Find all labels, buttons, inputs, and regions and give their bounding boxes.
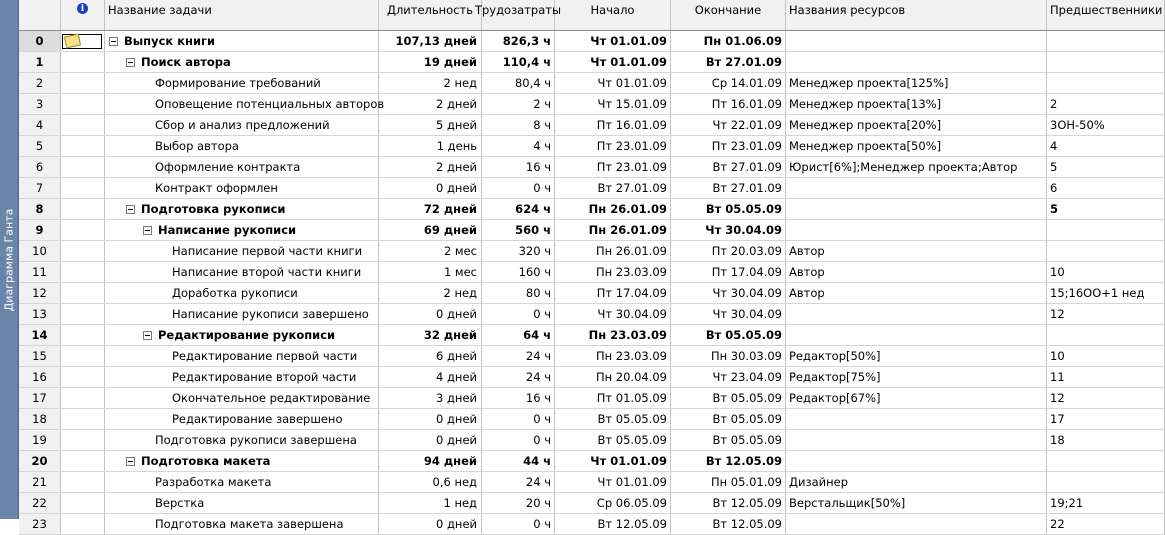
- start-cell[interactable]: Вт 12.05.09: [555, 514, 671, 534]
- task-rows: [19, 31, 1165, 535]
- start-cell[interactable]: Пт 23.01.09: [555, 136, 671, 156]
- row-id[interactable]: 20: [19, 451, 61, 471]
- task-table: [19, 0, 1165, 535]
- task-name-cell[interactable]: [105, 304, 379, 324]
- start-cell[interactable]: Чт 01.01.09: [555, 451, 671, 471]
- row-id[interactable]: 22: [19, 493, 61, 513]
- table-row[interactable]: [19, 409, 1165, 430]
- duration-cell[interactable]: 1 мес: [379, 262, 482, 282]
- row-id[interactable]: 21: [19, 472, 61, 492]
- duration-cell[interactable]: 1 день: [379, 136, 482, 156]
- predecessors-cell[interactable]: 10: [1047, 262, 1165, 282]
- column-header-work[interactable]: Трудозатраты: [482, 0, 555, 30]
- table-row[interactable]: [19, 388, 1165, 409]
- finish-cell[interactable]: Вт 05.05.09: [671, 325, 786, 345]
- duration-cell[interactable]: 0 дней: [379, 409, 482, 429]
- table-row[interactable]: [19, 367, 1165, 388]
- indicator-cell[interactable]: [61, 451, 105, 471]
- start-cell[interactable]: Вт 05.05.09: [555, 430, 671, 450]
- indicator-cell[interactable]: [61, 409, 105, 429]
- finish-cell[interactable]: Вт 27.01.09: [671, 52, 786, 72]
- note-icon[interactable]: [64, 34, 81, 49]
- resources-cell[interactable]: Менеджер проекта[125%]: [786, 73, 1047, 93]
- task-name-cell[interactable]: [105, 451, 379, 471]
- task-name: Подготовка рукописи завершена: [155, 433, 357, 447]
- duration-cell[interactable]: 0 дней: [379, 514, 482, 534]
- table-row[interactable]: [19, 304, 1165, 325]
- predecessors-cell[interactable]: 5: [1047, 199, 1165, 219]
- finish-cell[interactable]: Вт 12.05.09: [671, 493, 786, 513]
- work-cell[interactable]: 16 ч: [482, 388, 555, 408]
- work-cell[interactable]: 110,4 ч: [482, 52, 555, 72]
- task-name: Написание рукописи завершено: [172, 307, 369, 321]
- view-bar-label: Диаграмма Ганта: [2, 208, 16, 311]
- row-id[interactable]: 7: [19, 178, 61, 198]
- indicator-cell[interactable]: [61, 304, 105, 324]
- start-cell[interactable]: Чт 01.01.09: [555, 31, 671, 51]
- indicator-cell[interactable]: [61, 157, 105, 177]
- start-cell[interactable]: Пн 23.03.09: [555, 346, 671, 366]
- finish-cell[interactable]: Чт 30.04.09: [671, 304, 786, 324]
- task-name: Выбор автора: [155, 139, 239, 153]
- task-name-cell[interactable]: [105, 409, 379, 429]
- task-name-cell[interactable]: [105, 325, 379, 345]
- resources-cell[interactable]: Менеджер проекта[20%]: [786, 115, 1047, 135]
- row-id[interactable]: 14: [19, 325, 61, 345]
- task-name-cell[interactable]: [105, 136, 379, 156]
- table-row[interactable]: [19, 283, 1165, 304]
- predecessors-cell[interactable]: [1047, 220, 1165, 240]
- work-cell[interactable]: 0 ч: [482, 304, 555, 324]
- duration-cell[interactable]: 2 нед: [379, 73, 482, 93]
- collapse-toggle-icon[interactable]: [143, 331, 152, 340]
- duration-cell[interactable]: 0 дней: [379, 304, 482, 324]
- start-cell[interactable]: Пт 16.01.09: [555, 115, 671, 135]
- start-cell[interactable]: Вт 27.01.09: [555, 178, 671, 198]
- task-name-cell[interactable]: [105, 514, 379, 534]
- row-id[interactable]: 18: [19, 409, 61, 429]
- predecessors-cell[interactable]: 11: [1047, 367, 1165, 387]
- finish-cell[interactable]: Пт 20.03.09: [671, 241, 786, 261]
- start-cell[interactable]: Пн 26.01.09: [555, 199, 671, 219]
- table-header: [19, 0, 1165, 31]
- task-name-cell[interactable]: [105, 178, 379, 198]
- collapse-toggle-icon[interactable]: [126, 457, 135, 466]
- finish-cell[interactable]: Пн 30.03.09: [671, 346, 786, 366]
- task-name: Оповещение потенциальных авторов: [155, 97, 385, 111]
- resources-cell[interactable]: [786, 52, 1047, 72]
- table-row[interactable]: [19, 52, 1165, 73]
- task-name: Редактирование завершено: [172, 412, 343, 426]
- start-cell[interactable]: Ср 06.05.09: [555, 493, 671, 513]
- resources-cell[interactable]: [786, 304, 1047, 324]
- indicator-cell[interactable]: [61, 472, 105, 492]
- predecessors-cell[interactable]: 15;16ОО+1 нед: [1047, 283, 1165, 303]
- task-name-cell[interactable]: [105, 199, 379, 219]
- finish-cell[interactable]: Пт 16.01.09: [671, 94, 786, 114]
- row-id[interactable]: 2: [19, 73, 61, 93]
- row-id[interactable]: 6: [19, 157, 61, 177]
- resources-cell[interactable]: [786, 220, 1047, 240]
- work-cell[interactable]: 160 ч: [482, 262, 555, 282]
- duration-cell[interactable]: 2 мес: [379, 241, 482, 261]
- start-cell[interactable]: Пн 23.03.09: [555, 262, 671, 282]
- predecessors-cell[interactable]: 6: [1047, 178, 1165, 198]
- finish-cell[interactable]: Чт 30.04.09: [671, 220, 786, 240]
- work-cell[interactable]: 16 ч: [482, 157, 555, 177]
- table-row[interactable]: [19, 241, 1165, 262]
- table-row[interactable]: [19, 199, 1165, 220]
- work-cell[interactable]: 560 ч: [482, 220, 555, 240]
- finish-cell[interactable]: Пн 01.06.09: [671, 31, 786, 51]
- work-cell[interactable]: 0 ч: [482, 430, 555, 450]
- collapse-toggle-icon[interactable]: [126, 58, 135, 67]
- task-name-cell[interactable]: [105, 367, 379, 387]
- duration-cell[interactable]: 69 дней: [379, 220, 482, 240]
- predecessors-cell[interactable]: 12: [1047, 388, 1165, 408]
- start-cell[interactable]: Чт 01.01.09: [555, 472, 671, 492]
- task-name-cell[interactable]: [105, 31, 379, 51]
- resources-cell[interactable]: Юрист[6%];Менеджер проекта;Автор: [786, 157, 1047, 177]
- resources-cell[interactable]: [786, 409, 1047, 429]
- resources-cell[interactable]: Менеджер проекта[13%]: [786, 94, 1047, 114]
- row-id[interactable]: 0: [19, 31, 61, 51]
- indicator-cell[interactable]: [61, 514, 105, 534]
- task-name-cell[interactable]: [105, 472, 379, 492]
- indicator-cell[interactable]: [61, 73, 105, 93]
- resources-cell[interactable]: Редактор[67%]: [786, 388, 1047, 408]
- row-id[interactable]: 9: [19, 220, 61, 240]
- indicator-cell[interactable]: [61, 115, 105, 135]
- row-id[interactable]: 3: [19, 94, 61, 114]
- resources-cell[interactable]: [786, 514, 1047, 534]
- work-cell[interactable]: 320 ч: [482, 241, 555, 261]
- work-cell[interactable]: 4 ч: [482, 136, 555, 156]
- row-id[interactable]: 17: [19, 388, 61, 408]
- table-row[interactable]: [19, 514, 1165, 535]
- work-cell[interactable]: 64 ч: [482, 325, 555, 345]
- finish-cell[interactable]: Вт 12.05.09: [671, 451, 786, 471]
- table-row[interactable]: [19, 325, 1165, 346]
- work-cell[interactable]: 0 ч: [482, 409, 555, 429]
- predecessors-cell[interactable]: 3ОН-50%: [1047, 115, 1165, 135]
- task-name: Редактирование первой части: [172, 349, 358, 363]
- finish-cell[interactable]: Вт 27.01.09: [671, 157, 786, 177]
- indicator-cell[interactable]: [61, 199, 105, 219]
- row-id[interactable]: 11: [19, 262, 61, 282]
- column-header-name[interactable]: Название задачи: [105, 0, 379, 30]
- finish-cell[interactable]: Вт 05.05.09: [671, 409, 786, 429]
- work-cell[interactable]: 624 ч: [482, 199, 555, 219]
- task-name-cell[interactable]: [105, 262, 379, 282]
- finish-cell[interactable]: Ср 14.01.09: [671, 73, 786, 93]
- row-id[interactable]: 13: [19, 304, 61, 324]
- duration-cell[interactable]: 2 дней: [379, 94, 482, 114]
- finish-cell[interactable]: Пт 23.01.09: [671, 136, 786, 156]
- indicator-cell[interactable]: [61, 94, 105, 114]
- predecessors-cell[interactable]: 10: [1047, 346, 1165, 366]
- resources-cell[interactable]: [786, 325, 1047, 345]
- task-name-cell[interactable]: [105, 94, 385, 114]
- indicator-cell[interactable]: [61, 367, 105, 387]
- indicator-cell[interactable]: [61, 241, 105, 261]
- task-name: Написание второй части книги: [172, 265, 362, 279]
- work-cell[interactable]: 24 ч: [482, 472, 555, 492]
- predecessors-cell[interactable]: 5: [1047, 157, 1165, 177]
- row-id[interactable]: 10: [19, 241, 61, 261]
- predecessors-cell[interactable]: 22: [1047, 514, 1165, 534]
- start-cell[interactable]: Чт 15.01.09: [555, 94, 671, 114]
- predecessors-cell[interactable]: 17: [1047, 409, 1165, 429]
- duration-cell[interactable]: 5 дней: [379, 115, 482, 135]
- task-name: Редактирование второй части: [172, 370, 357, 384]
- resources-cell[interactable]: [786, 178, 1047, 198]
- table-row[interactable]: [19, 73, 1165, 94]
- resources-cell[interactable]: [786, 199, 1047, 219]
- collapse-toggle-icon[interactable]: [109, 37, 118, 46]
- column-header-duration[interactable]: Длительность: [379, 0, 482, 30]
- finish-cell[interactable]: Пт 17.04.09: [671, 262, 786, 282]
- start-cell[interactable]: Вт 05.05.09: [555, 409, 671, 429]
- duration-cell[interactable]: 19 дней: [379, 52, 482, 72]
- task-name-cell[interactable]: [105, 283, 379, 303]
- task-name: Формирование требований: [155, 76, 321, 90]
- indicator-cell[interactable]: [61, 325, 105, 345]
- task-name: Окончательное редактирование: [172, 391, 371, 405]
- resources-cell[interactable]: Редактор[75%]: [786, 367, 1047, 387]
- work-cell[interactable]: 826,3 ч: [482, 31, 555, 51]
- table-row[interactable]: [19, 136, 1165, 157]
- indicator-cell[interactable]: [61, 493, 105, 513]
- task-name-cell[interactable]: [105, 241, 379, 261]
- resources-cell[interactable]: [786, 31, 1047, 51]
- finish-cell[interactable]: Вт 05.05.09: [671, 430, 786, 450]
- predecessors-cell[interactable]: 18: [1047, 430, 1165, 450]
- indicator-cell[interactable]: [61, 220, 105, 240]
- finish-cell[interactable]: Вт 12.05.09: [671, 514, 786, 534]
- indicator-cell[interactable]: [61, 388, 105, 408]
- table-row[interactable]: [19, 178, 1165, 199]
- duration-cell[interactable]: 0 дней: [379, 178, 482, 198]
- table-row[interactable]: [19, 493, 1165, 514]
- predecessors-cell[interactable]: [1047, 472, 1165, 492]
- work-cell[interactable]: 2 ч: [482, 94, 555, 114]
- duration-cell[interactable]: 72 дней: [379, 199, 482, 219]
- table-row[interactable]: [19, 220, 1165, 241]
- duration-cell[interactable]: 107,13 дней: [379, 31, 482, 51]
- column-header-predecessors[interactable]: Предшественники: [1047, 0, 1165, 30]
- duration-cell[interactable]: 4 дней: [379, 367, 482, 387]
- predecessors-cell[interactable]: [1047, 325, 1165, 345]
- resources-cell[interactable]: Автор: [786, 283, 1047, 303]
- column-header-finish[interactable]: Окончание: [671, 0, 786, 30]
- column-header-resources[interactable]: Названия ресурсов: [786, 0, 1047, 30]
- task-name-cell[interactable]: [105, 52, 379, 72]
- start-cell[interactable]: Пт 17.04.09: [555, 283, 671, 303]
- resources-cell[interactable]: Редактор[50%]: [786, 346, 1047, 366]
- table-row[interactable]: [19, 451, 1165, 472]
- duration-cell[interactable]: 0 дней: [379, 430, 482, 450]
- task-name: Оформление контракта: [155, 160, 301, 174]
- indicator-cell[interactable]: [61, 262, 105, 282]
- row-id[interactable]: 15: [19, 346, 61, 366]
- start-cell[interactable]: Пн 26.01.09: [555, 241, 671, 261]
- resources-cell[interactable]: [786, 451, 1047, 471]
- task-name: Доработка рукописи: [172, 286, 298, 300]
- work-cell[interactable]: 80 ч: [482, 283, 555, 303]
- task-name-cell[interactable]: [105, 346, 379, 366]
- start-cell[interactable]: Пт 23.01.09: [555, 157, 671, 177]
- info-icon: i: [77, 3, 88, 14]
- row-id[interactable]: 5: [19, 136, 61, 156]
- work-cell[interactable]: 0 ч: [482, 178, 555, 198]
- task-name: Подготовка макета: [141, 454, 271, 468]
- task-name: Написание рукописи: [158, 223, 297, 237]
- task-name: Написание первой части книги: [172, 244, 363, 258]
- row-id[interactable]: 8: [19, 199, 61, 219]
- start-cell[interactable]: Чт 30.04.09: [555, 304, 671, 324]
- row-id[interactable]: 19: [19, 430, 61, 450]
- task-name-cell[interactable]: [105, 115, 379, 135]
- start-cell[interactable]: Чт 01.01.09: [555, 73, 671, 93]
- table-row[interactable]: [19, 31, 1165, 52]
- finish-cell[interactable]: Чт 22.01.09: [671, 115, 786, 135]
- view-bar-gantt[interactable]: [0, 0, 19, 519]
- start-cell[interactable]: Пт 01.05.09: [555, 388, 671, 408]
- indicator-selected-cell[interactable]: [62, 34, 102, 49]
- predecessors-cell[interactable]: [1047, 52, 1165, 72]
- start-cell[interactable]: Пн 26.01.09: [555, 220, 671, 240]
- duration-cell[interactable]: 3 дней: [379, 388, 482, 408]
- start-cell[interactable]: Пн 23.03.09: [555, 325, 671, 345]
- indicator-cell[interactable]: [61, 52, 105, 72]
- task-name-cell[interactable]: [105, 73, 379, 93]
- task-name: Подготовка макета завершена: [155, 517, 344, 531]
- resources-cell[interactable]: Автор: [786, 241, 1047, 261]
- task-name-cell[interactable]: [105, 157, 379, 177]
- table-row[interactable]: [19, 94, 1165, 115]
- indicator-cell[interactable]: [61, 178, 105, 198]
- work-cell[interactable]: 24 ч: [482, 346, 555, 366]
- duration-cell[interactable]: 32 дней: [379, 325, 482, 345]
- predecessors-cell[interactable]: [1047, 31, 1165, 51]
- work-cell[interactable]: 20 ч: [482, 493, 555, 513]
- column-header-indicators[interactable]: [61, 0, 105, 30]
- row-id[interactable]: 23: [19, 514, 61, 534]
- resources-cell[interactable]: Верстальщик[50%]: [786, 493, 1047, 513]
- task-name-cell[interactable]: [105, 493, 379, 513]
- work-cell[interactable]: 24 ч: [482, 367, 555, 387]
- table-row[interactable]: [19, 472, 1165, 493]
- duration-cell[interactable]: 6 дней: [379, 346, 482, 366]
- finish-cell[interactable]: Вт 05.05.09: [671, 199, 786, 219]
- finish-cell[interactable]: Вт 05.05.09: [671, 388, 786, 408]
- row-id[interactable]: 1: [19, 52, 61, 72]
- finish-cell[interactable]: Чт 30.04.09: [671, 283, 786, 303]
- start-cell[interactable]: Чт 01.01.09: [555, 52, 671, 72]
- column-header-start[interactable]: Начало: [555, 0, 671, 30]
- collapse-toggle-icon[interactable]: [126, 205, 135, 214]
- duration-cell[interactable]: 1 нед: [379, 493, 482, 513]
- predecessors-cell[interactable]: [1047, 73, 1165, 93]
- select-all-corner[interactable]: [19, 0, 61, 30]
- start-cell[interactable]: Пн 20.04.09: [555, 367, 671, 387]
- collapse-toggle-icon[interactable]: [143, 226, 152, 235]
- predecessors-cell[interactable]: 19;21: [1047, 493, 1165, 513]
- resources-cell[interactable]: [786, 430, 1047, 450]
- work-cell[interactable]: 44 ч: [482, 451, 555, 471]
- task-name: Сбор и анализ предложений: [155, 118, 330, 132]
- task-name-cell[interactable]: [105, 388, 379, 408]
- row-id[interactable]: 16: [19, 367, 61, 387]
- row-id[interactable]: 12: [19, 283, 61, 303]
- predecessors-cell[interactable]: [1047, 451, 1165, 471]
- predecessors-cell[interactable]: 2: [1047, 94, 1165, 114]
- indicator-cell[interactable]: [61, 430, 105, 450]
- task-name: Подготовка рукописи: [141, 202, 286, 216]
- table-row[interactable]: [19, 262, 1165, 283]
- resources-cell[interactable]: Дизайнер: [786, 472, 1047, 492]
- task-name: Редактирование рукописи: [158, 328, 336, 342]
- resources-cell[interactable]: Менеджер проекта[50%]: [786, 136, 1047, 156]
- resources-cell[interactable]: Автор: [786, 262, 1047, 282]
- indicator-cell[interactable]: [61, 283, 105, 303]
- predecessors-cell[interactable]: 12: [1047, 304, 1165, 324]
- table-row[interactable]: [19, 115, 1165, 136]
- finish-cell[interactable]: Вт 27.01.09: [671, 178, 786, 198]
- predecessors-cell[interactable]: [1047, 241, 1165, 261]
- task-name: Контракт оформлен: [155, 181, 278, 195]
- duration-cell[interactable]: 2 дней: [379, 157, 482, 177]
- work-cell[interactable]: 0 ч: [482, 514, 555, 534]
- work-cell[interactable]: 80,4 ч: [482, 73, 555, 93]
- indicator-cell[interactable]: [61, 31, 105, 51]
- predecessors-cell[interactable]: 4: [1047, 136, 1165, 156]
- task-name: Разработка макета: [155, 475, 272, 489]
- indicator-cell[interactable]: [61, 136, 105, 156]
- finish-cell[interactable]: Чт 23.04.09: [671, 367, 786, 387]
- task-name: Поиск автора: [141, 55, 231, 69]
- row-id[interactable]: 4: [19, 115, 61, 135]
- table-row[interactable]: [19, 346, 1165, 367]
- table-row[interactable]: [19, 430, 1165, 451]
- table-row[interactable]: [19, 157, 1165, 178]
- duration-cell[interactable]: 0,6 нед: [379, 472, 482, 492]
- duration-cell[interactable]: 2 нед: [379, 283, 482, 303]
- task-name: Верстка: [155, 496, 205, 510]
- indicator-cell[interactable]: [61, 346, 105, 366]
- work-cell[interactable]: 8 ч: [482, 115, 555, 135]
- task-name: Выпуск книги: [124, 34, 216, 48]
- task-name-cell[interactable]: [105, 430, 379, 450]
- duration-cell[interactable]: 94 дней: [379, 451, 482, 471]
- finish-cell[interactable]: Пн 05.01.09: [671, 472, 786, 492]
- task-name-cell[interactable]: [105, 220, 379, 240]
